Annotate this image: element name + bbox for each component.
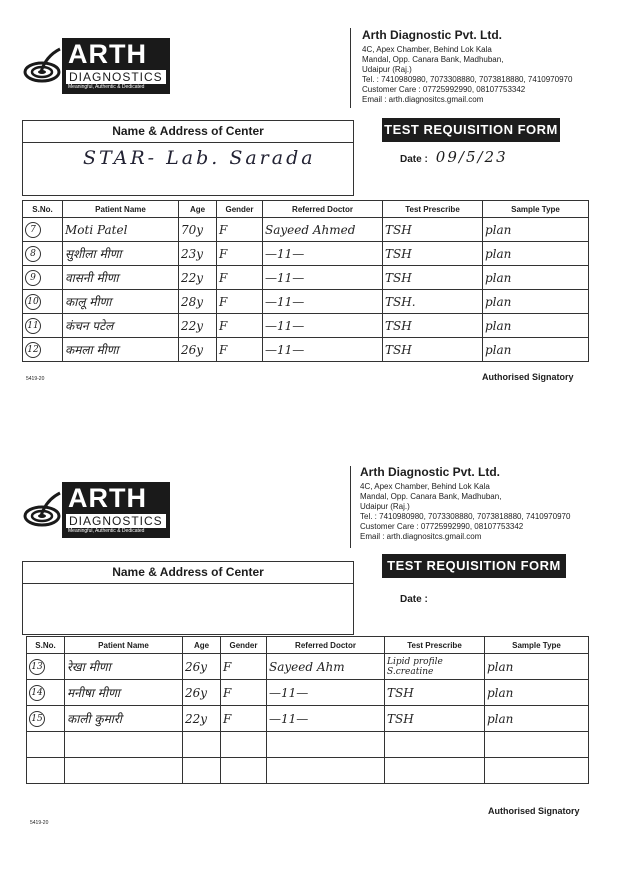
cell-referred-doctor: —11— xyxy=(263,290,383,314)
table-row xyxy=(27,706,589,732)
header-test-prescribe: Test Prescribe xyxy=(383,201,483,218)
cell-patient-name: कंचन पटेल xyxy=(63,314,179,338)
logo-title: ARTH xyxy=(68,39,147,69)
patient-table xyxy=(22,200,589,362)
cell-gender: F xyxy=(217,314,263,338)
cell-patient-name xyxy=(65,732,183,758)
serial-number-circle: 10 xyxy=(25,294,41,310)
header-test-prescribe: Test Prescribe xyxy=(385,637,485,654)
date-label: Date : xyxy=(400,594,428,605)
cell-sample-type: plan xyxy=(485,706,589,732)
date-value: 09/5/23 xyxy=(435,148,508,166)
form-title: TEST REQUISITION FORM xyxy=(382,118,560,142)
table-row xyxy=(27,758,589,784)
cell-sno xyxy=(23,290,63,314)
cell-gender: F xyxy=(217,266,263,290)
company-email: Email : arth.diagnositcs.gmail.com xyxy=(360,532,482,541)
center-box xyxy=(22,561,354,635)
arth-logo xyxy=(22,38,170,94)
authorised-signatory: Authorised Signatory xyxy=(488,806,580,816)
cell-referred-doctor: —11— xyxy=(263,266,383,290)
form-code: 5419-20 xyxy=(26,376,45,382)
cell-sno xyxy=(27,654,65,680)
cell-referred-doctor: Sayeed Ahmed xyxy=(263,218,383,242)
cell-sno xyxy=(27,758,65,784)
cell-age: 22y xyxy=(179,266,217,290)
cell-patient-name: काली कुमारी xyxy=(65,706,183,732)
table-row xyxy=(27,732,589,758)
cell-test-prescribe xyxy=(385,732,485,758)
cell-sno xyxy=(27,706,65,732)
form-code: 5419-20 xyxy=(30,820,49,826)
cell-test-prescribe: TSH xyxy=(385,680,485,706)
logo-emblem-icon xyxy=(22,46,62,86)
company-info xyxy=(360,464,570,542)
cell-sample-type: plan xyxy=(483,290,589,314)
cell-test-prescribe: TSH xyxy=(383,266,483,290)
cell-gender xyxy=(221,732,267,758)
cell-referred-doctor: —11— xyxy=(267,680,385,706)
cell-patient-name: रेखा मीणा xyxy=(65,654,183,680)
cell-test-prescribe xyxy=(385,758,485,784)
company-customer-care: Customer Care : 07725992990, 08107753342 xyxy=(360,522,524,531)
cell-age: 23y xyxy=(179,242,217,266)
cell-sample-type: plan xyxy=(483,338,589,362)
cell-sno xyxy=(23,266,63,290)
serial-number-circle: 12 xyxy=(25,342,41,358)
cell-test-prescribe: TSH xyxy=(385,706,485,732)
logo-subtitle: DIAGNOSTICS xyxy=(66,514,166,528)
header-referred-doctor: Referred Doctor xyxy=(267,637,385,654)
cell-age: 22y xyxy=(179,314,217,338)
cell-sno xyxy=(27,680,65,706)
cell-referred-doctor xyxy=(267,732,385,758)
serial-number-circle: 13 xyxy=(29,659,45,675)
company-tel: Tel. : 7410980980, 7073308880, 7073818880, 7410970970 xyxy=(362,75,573,84)
cell-gender: F xyxy=(221,654,267,680)
header-age: Age xyxy=(183,637,221,654)
cell-referred-doctor xyxy=(267,758,385,784)
cell-test-prescribe: TSH xyxy=(383,314,483,338)
cell-patient-name: कालू मीणा xyxy=(63,290,179,314)
cell-patient-name: Moti Patel xyxy=(63,218,179,242)
company-address-2: Mandal, Opp. Canara Bank, Madhuban, xyxy=(362,55,504,64)
header-gender: Gender xyxy=(217,201,263,218)
center-value xyxy=(23,584,353,588)
table-row xyxy=(23,242,589,266)
cell-test-prescribe: Lipid profile S.creatine xyxy=(385,654,485,680)
cell-sno xyxy=(23,338,63,362)
cell-referred-doctor: —11— xyxy=(267,706,385,732)
logo-subtitle: DIAGNOSTICS xyxy=(66,70,166,84)
cell-sample-type xyxy=(485,758,589,784)
cell-sno xyxy=(27,732,65,758)
logo-tagline: Meaningful, Authentic & Dedicated xyxy=(68,84,145,90)
cell-sample-type: plan xyxy=(485,654,589,680)
serial-number-circle: 11 xyxy=(25,318,41,334)
cell-age xyxy=(183,732,221,758)
arth-logo xyxy=(22,482,170,538)
header-patient-name: Patient Name xyxy=(63,201,179,218)
table-body-2 xyxy=(27,654,589,784)
cell-patient-name xyxy=(65,758,183,784)
cell-referred-doctor: Sayeed Ahm xyxy=(267,654,385,680)
logo-text-block xyxy=(62,482,170,538)
cell-gender xyxy=(221,758,267,784)
cell-sample-type xyxy=(485,732,589,758)
cell-age: 70y xyxy=(179,218,217,242)
company-customer-care: Customer Care : 07725992990, 08107753342 xyxy=(362,85,526,94)
company-address-1: 4C, Apex Chamber, Behind Lok Kala xyxy=(362,45,492,54)
cell-gender: F xyxy=(217,218,263,242)
cell-patient-name: मनीषा मीणा xyxy=(65,680,183,706)
table-header-row xyxy=(27,637,589,654)
company-address-1: 4C, Apex Chamber, Behind Lok Kala xyxy=(360,482,490,491)
header-patient-name: Patient Name xyxy=(65,637,183,654)
center-value: STAR- Lab. Sarada xyxy=(83,147,316,169)
company-info xyxy=(362,27,572,105)
requisition-form-2 xyxy=(0,440,640,876)
cell-age: 22y xyxy=(183,706,221,732)
cell-sno xyxy=(23,242,63,266)
company-tel: Tel. : 7410980980, 7073308880, 7073818880, 7410970970 xyxy=(360,512,571,521)
cell-gender: F xyxy=(221,706,267,732)
cell-referred-doctor: —11— xyxy=(263,314,383,338)
header-age: Age xyxy=(179,201,217,218)
cell-gender: F xyxy=(217,338,263,362)
center-title: Name & Address of Center xyxy=(23,562,353,584)
cell-age: 26y xyxy=(179,338,217,362)
cell-gender: F xyxy=(217,242,263,266)
cell-patient-name: सुशीला मीणा xyxy=(63,242,179,266)
company-address-2: Mandal, Opp. Canara Bank, Madhuban, xyxy=(360,492,502,501)
patient-table xyxy=(26,636,589,784)
cell-test-prescribe: TSH xyxy=(383,218,483,242)
form-title: TEST REQUISITION FORM xyxy=(382,554,566,578)
header-divider xyxy=(350,28,351,108)
cell-test-prescribe: TSH xyxy=(383,242,483,266)
table-header-row xyxy=(23,201,589,218)
company-address-3: Udaipur (Raj.) xyxy=(360,502,410,511)
cell-age: 26y xyxy=(183,680,221,706)
company-email: Email : arth.diagnositcs.gmail.com xyxy=(362,95,484,104)
cell-age: 28y xyxy=(179,290,217,314)
cell-age: 26y xyxy=(183,654,221,680)
serial-number-circle: 15 xyxy=(29,711,45,727)
serial-number-circle: 7 xyxy=(25,222,41,238)
header-sno: S.No. xyxy=(23,201,63,218)
table-row xyxy=(27,680,589,706)
cell-gender: F xyxy=(221,680,267,706)
date-field xyxy=(400,148,508,166)
logo-tagline: Meaningful, Authentic & Dedicated xyxy=(68,528,145,534)
logo-text-block xyxy=(62,38,170,94)
authorised-signatory: Authorised Signatory xyxy=(482,372,574,382)
cell-sample-type: plan xyxy=(483,218,589,242)
center-title: Name & Address of Center xyxy=(23,121,353,143)
table-row xyxy=(23,338,589,362)
cell-patient-name: वासनी मीणा xyxy=(63,266,179,290)
company-address-3: Udaipur (Raj.) xyxy=(362,65,412,74)
cell-gender: F xyxy=(217,290,263,314)
header-sno: S.No. xyxy=(27,637,65,654)
center-box xyxy=(22,120,354,196)
company-name: Arth Diagnostic Pvt. Ltd. xyxy=(360,465,501,479)
table-row xyxy=(23,290,589,314)
cell-sample-type: plan xyxy=(483,314,589,338)
serial-number-circle: 8 xyxy=(25,246,41,262)
cell-referred-doctor: —11— xyxy=(263,338,383,362)
header-divider xyxy=(350,466,351,548)
header-referred-doctor: Referred Doctor xyxy=(263,201,383,218)
table-row xyxy=(27,654,589,680)
date-label: Date : xyxy=(400,154,428,165)
cell-sno xyxy=(23,314,63,338)
date-field xyxy=(400,588,436,606)
header-gender: Gender xyxy=(221,637,267,654)
cell-sno xyxy=(23,218,63,242)
logo-title: ARTH xyxy=(68,483,147,513)
company-name: Arth Diagnostic Pvt. Ltd. xyxy=(362,28,503,42)
table-row xyxy=(23,314,589,338)
table-body-1 xyxy=(23,218,589,362)
cell-test-prescribe: TSH. xyxy=(383,290,483,314)
cell-patient-name: कमला मीणा xyxy=(63,338,179,362)
cell-sample-type: plan xyxy=(483,242,589,266)
cell-age xyxy=(183,758,221,784)
serial-number-circle: 9 xyxy=(25,270,41,286)
header-sample-type: Sample Type xyxy=(485,637,589,654)
serial-number-circle: 14 xyxy=(29,685,45,701)
cell-sample-type: plan xyxy=(485,680,589,706)
logo-emblem-icon xyxy=(22,490,62,530)
header-sample-type: Sample Type xyxy=(483,201,589,218)
cell-test-prescribe: TSH xyxy=(383,338,483,362)
cell-sample-type: plan xyxy=(483,266,589,290)
cell-referred-doctor: —11— xyxy=(263,242,383,266)
table-row xyxy=(23,218,589,242)
table-row xyxy=(23,266,589,290)
